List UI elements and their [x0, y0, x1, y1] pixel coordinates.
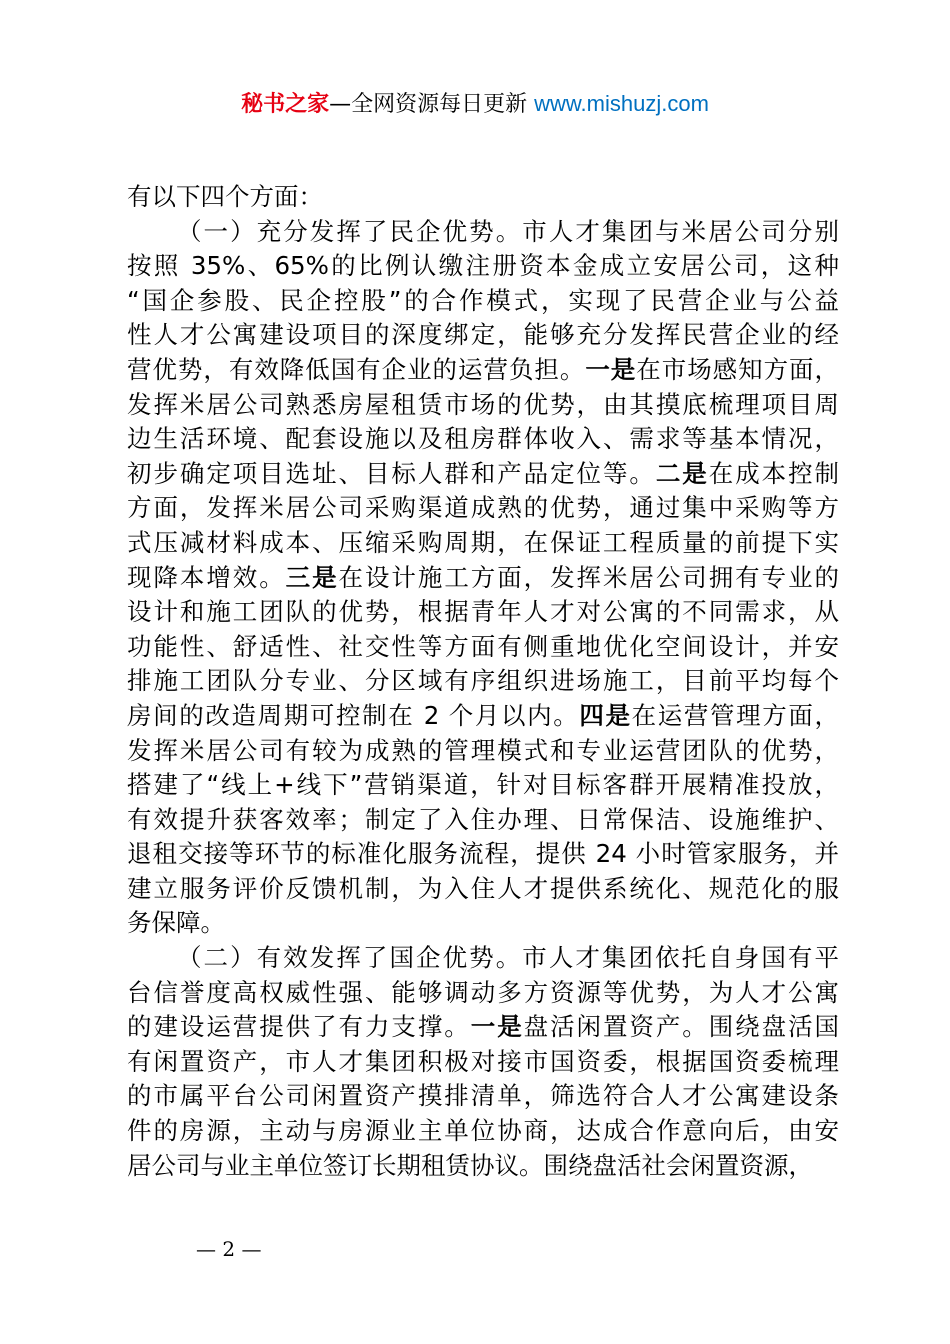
- text-line: [127, 906, 839, 941]
- banner-tagline: —全网资源每日更新: [329, 92, 535, 117]
- text-line: [127, 284, 839, 319]
- text-line: [127, 318, 839, 353]
- text-segment: 在运营管理方面，: [631, 700, 839, 730]
- text-segment: 发挥米居公司熟悉房屋租赁市场的优势，由其摸底梳理项目周: [127, 389, 839, 419]
- text-line: [127, 561, 839, 596]
- text-line: [127, 215, 839, 250]
- text-segment: 初步确定项目选址、目标人群和产品定位等。: [127, 458, 656, 488]
- site-url-link[interactable]: www.mishuzj.com: [534, 91, 709, 116]
- text-line: [127, 249, 839, 284]
- text-segment: 务保障。: [127, 908, 225, 938]
- text-segment: 功能性、舒适性、社交性等方面有侧重地优化空间设计，并安: [127, 631, 839, 661]
- text-line: [127, 630, 839, 665]
- text-segment: （二）有效发挥了国企优势。市人才集团依托自身国有平: [177, 943, 839, 973]
- text-segment: 性人才公寓建设项目的深度绑定，能够充分发挥民营企业的经: [127, 320, 839, 350]
- text-line: [127, 941, 839, 976]
- text-line: [127, 1149, 839, 1184]
- text-line: [127, 664, 839, 699]
- emphasis-text: 二是: [655, 458, 709, 488]
- text-segment: 发挥米居公司有较为成熟的管理模式和专业运营团队的优势，: [127, 735, 839, 765]
- text-segment: 退租交接等环节的标准化服务流程，提供 24 小时管家服务，并: [127, 839, 839, 869]
- text-segment: 排施工团队分专业、分区域有序组织进场施工，目前平均每个: [127, 666, 839, 696]
- text-line: [127, 803, 839, 838]
- text-line: [127, 768, 839, 803]
- text-segment: 建立服务评价反馈机制，为入住人才提供系统化、规范化的服: [127, 873, 839, 903]
- text-line: [127, 1010, 839, 1045]
- text-line: [127, 422, 839, 457]
- brand-name: 秘书之家: [241, 92, 330, 117]
- text-line: [127, 353, 839, 388]
- text-segment: 有闲置资产，市人才集团积极对接市国资委，根据国资委梳理: [127, 1046, 839, 1076]
- text-segment: 的建设运营提供了有力支撑。: [127, 1012, 471, 1042]
- text-segment: 按照 35%、65%的比例认缴注册资本金成立安居公司，这种: [127, 251, 839, 281]
- emphasis-text: 三是: [285, 562, 339, 592]
- text-segment: 边生活环境、配套设施以及租房群体收入、需求等基本情况，: [127, 424, 839, 454]
- text-line: [127, 837, 839, 872]
- text-segment: 有以下四个方面：: [127, 182, 323, 211]
- text-line: [127, 699, 839, 734]
- document-body: [127, 180, 839, 1183]
- emphasis-text: 四是: [579, 700, 632, 730]
- text-line: [127, 595, 839, 630]
- text-segment: 在设计施工方面，发挥米居公司拥有专业的: [338, 562, 839, 592]
- text-segment: 现降本增效。: [127, 562, 286, 592]
- text-segment: 搭建了“线上+线下”营销渠道，针对目标客群开展精准投放，: [127, 770, 839, 800]
- text-segment: 居公司与业主单位签订长期租赁协议。围绕盘活社会闲置资源，: [127, 1150, 813, 1180]
- text-segment: 的市属平台公司闲置资产摸排清单，筛选符合人才公寓建设条: [127, 1081, 839, 1111]
- text-segment: “国企参股、民企控股”的合作模式，实现了民营企业与公益: [127, 285, 839, 315]
- text-line: [127, 1114, 839, 1149]
- text-line: [127, 1045, 839, 1080]
- text-line: [127, 388, 839, 423]
- text-segment: 在市场感知方面，: [636, 354, 839, 384]
- text-segment: 在成本控制: [708, 458, 839, 488]
- text-segment: 房间的改造周期可控制在 2 个月以内。: [127, 700, 580, 730]
- text-line: [127, 491, 839, 526]
- text-line: [127, 180, 839, 215]
- text-line: [127, 976, 839, 1011]
- text-segment: 设计和施工团队的优势，根据青年人才对公寓的不同需求，从: [127, 597, 839, 627]
- text-segment: （一）充分发挥了民企优势。市人才集团与米居公司分别: [177, 216, 839, 246]
- text-segment: 盘活闲置资产。围绕盘活国: [523, 1012, 839, 1042]
- text-line: [127, 526, 839, 561]
- text-segment: 件的房源，主动与房源业主单位协商，达成合作意向后，由安: [127, 1116, 839, 1146]
- text-segment: 方面，发挥米居公司采购渠道成熟的优势，通过集中采购等方: [127, 493, 839, 523]
- text-line: [127, 1079, 839, 1114]
- emphasis-text: 一是: [585, 354, 637, 384]
- text-segment: 有效提升获客效率；制定了入住办理、日常保洁、设施维护、: [127, 804, 839, 834]
- text-line: [127, 734, 839, 769]
- emphasis-text: 一是: [470, 1012, 524, 1042]
- site-banner: [0, 86, 950, 123]
- text-segment: 式压减材料成本、压缩采购周期，在保证工程质量的前提下实: [127, 527, 839, 557]
- text-segment: 台信誉度高权威性强、能够调动多方资源等优势，为人才公寓: [127, 977, 839, 1007]
- text-segment: 营优势，有效降低国有企业的运营负担。: [127, 354, 586, 384]
- text-line: [127, 872, 839, 907]
- page-number: — 2 —: [196, 1237, 262, 1261]
- text-line: [127, 457, 839, 492]
